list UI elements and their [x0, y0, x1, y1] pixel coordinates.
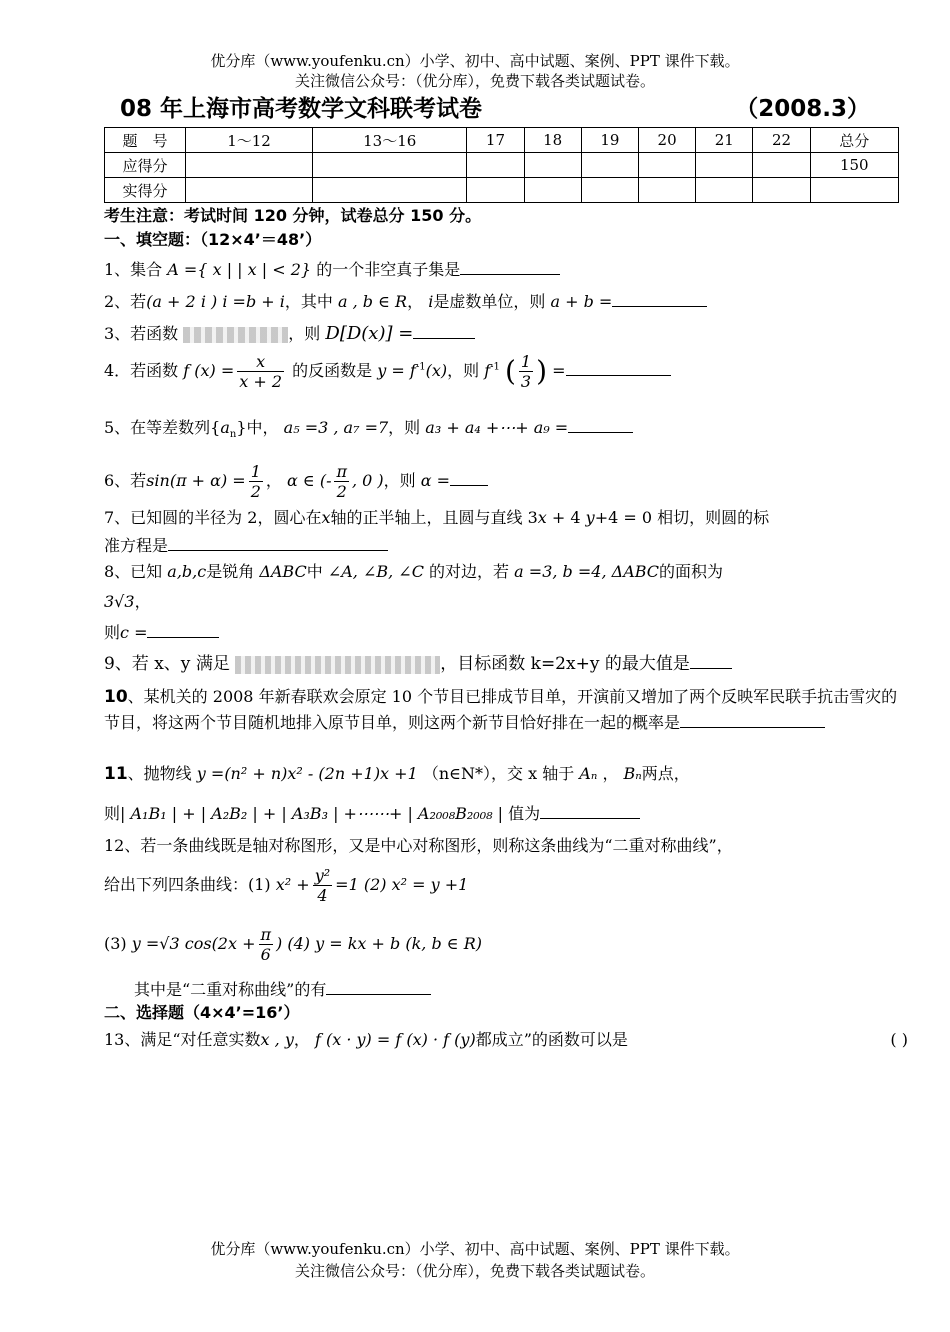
q4-text-c: ，则 — [447, 361, 480, 380]
q9-answer-blank — [690, 652, 732, 669]
score-cell — [638, 153, 695, 178]
q11-math-a: y =(n² + n)x² - (2n +1)x +1 — [196, 764, 418, 783]
q11-math-d: | A₁B₁ | + | A₂B₂ | + | A₃B₃ | +⋯⋯+ | A₂₀₀₈B₂₀₀₈ | — [120, 804, 504, 823]
q6-fraction-2 — [334, 462, 349, 501]
title-date: （2008.3） — [735, 96, 870, 122]
q2-text-c: ， — [407, 292, 424, 311]
q6-denominator: 2 — [250, 482, 261, 501]
q4-numerator: x — [237, 352, 284, 372]
q13-math-a: x , y — [260, 1030, 294, 1049]
q1-math: A ={ x | | x | < 2} — [167, 260, 312, 279]
score-cell — [524, 153, 581, 178]
score-should-row — [105, 153, 899, 178]
q7-text-c: + 4 — [551, 508, 581, 527]
q12-denominator: 4 — [317, 886, 328, 905]
score-cell: 150 — [810, 153, 898, 178]
score-cell: 17 — [467, 128, 524, 153]
q13-answer-parentheses: ( ) — [890, 1030, 908, 1049]
question-2 — [104, 290, 904, 312]
notice: 考生注意：考试时间 120 分钟，试卷总分 150 分。 — [104, 206, 482, 225]
q3-math: D[D(x)] = — [325, 323, 414, 344]
score-cell: 20 — [638, 128, 695, 153]
q8-math-b: ΔABC — [259, 562, 307, 581]
q5-text-b: }中， — [236, 418, 279, 437]
q9-blurred-constraints — [235, 656, 440, 674]
q12-math-e: ) (4) — [276, 934, 311, 953]
q6-numerator-2: π — [336, 462, 347, 481]
q8-math-c: ∠A, ∠B, ∠C — [327, 562, 424, 581]
score-cell: 应得分 — [105, 153, 186, 178]
score-cell — [313, 178, 467, 203]
q12-numerator-2: π — [260, 925, 272, 944]
q6-math-a: sin(π + α) = — [146, 471, 246, 490]
q12-math-f: y = kx + b — [315, 934, 401, 953]
q8-answer-blank — [147, 621, 219, 638]
score-cell — [696, 153, 753, 178]
score-table — [104, 127, 899, 203]
title-main: 08 年上海市高考数学文科联考试卷 — [120, 96, 483, 122]
q7-math-a: x — [321, 508, 331, 527]
score-cell — [753, 178, 810, 203]
q9-text-b: ，目标函数 k=2x+y 的最大值是 — [440, 654, 690, 674]
question-12-line-2 — [104, 866, 904, 905]
question-11-line-2 — [104, 802, 904, 824]
score-cell: 19 — [581, 128, 638, 153]
q4-denominator: x + 2 — [239, 372, 283, 391]
q12-math-c: x² = y +1 — [391, 875, 469, 894]
q2-math-c: i — [428, 292, 434, 311]
q6-math-b: α ∈ (- — [287, 471, 332, 490]
score-cell — [581, 178, 638, 203]
q11-text-d: 两点， — [641, 764, 690, 783]
q4-answer-blank — [566, 359, 671, 376]
score-cell: 18 — [524, 128, 581, 153]
q8-text-f: ， — [134, 592, 151, 611]
question-12 — [104, 836, 904, 856]
question-9 — [104, 652, 904, 674]
q6-math-d: α = — [420, 471, 451, 490]
q8-equals: = — [134, 623, 148, 642]
score-cell — [467, 153, 524, 178]
score-cell: 实得分 — [105, 178, 186, 203]
q8-text-c: 中 — [306, 562, 323, 581]
score-cell — [696, 178, 753, 203]
q12-text-d: 其中是“二重对称曲线”的有 — [134, 980, 327, 999]
q1-text-b: 的一个非空真子集是 — [316, 260, 461, 279]
score-cell — [753, 153, 810, 178]
q8-math-e: ΔABC — [611, 562, 660, 581]
q6-answer-blank — [450, 469, 488, 486]
score-cell: 总分 — [810, 128, 898, 153]
q10-answer-blank — [680, 711, 825, 728]
q7-text-a: 7、已知圆的半径为 2，圆心在 — [104, 508, 322, 527]
q12-math-a: x² + — [275, 875, 310, 894]
footer-line-2: 关注微信公众号：（优分库），免费下载各类试题试卷。 — [294, 1262, 655, 1280]
q7-math-b: x — [537, 508, 547, 527]
q4-equals: = — [552, 361, 566, 380]
q2-math-d: a + b = — [550, 292, 613, 311]
q6-text-a: 6、若 — [104, 471, 147, 490]
q10-number: 10 — [104, 687, 128, 707]
q11-math-c: Bₙ — [623, 764, 642, 783]
q7-text-b: 轴的正半轴上，且圆与直线 3 — [330, 508, 538, 527]
section-2-title: 二、选择题（4×4’=16’） — [104, 1003, 300, 1022]
q11-text-a: 、抛物线 — [127, 764, 192, 783]
q2-text-d: 是虚数单位，则 — [433, 292, 546, 311]
q8-math-f: c — [120, 623, 129, 642]
q4-text-b: 的反函数是 — [292, 361, 373, 380]
q9-text-a: 9、若 x、y 满足 — [104, 654, 230, 674]
q13-text-c: 都成立”的函数可以是 — [475, 1030, 628, 1049]
question-6 — [104, 462, 904, 501]
question-7 — [104, 508, 904, 528]
question-13 — [104, 1030, 908, 1050]
q1-answer-blank — [460, 258, 560, 275]
q2-text-b: ，其中 — [284, 292, 333, 311]
question-8 — [104, 562, 904, 582]
question-10 — [104, 684, 904, 735]
score-cell — [186, 153, 313, 178]
score-cell — [524, 178, 581, 203]
q2-answer-blank — [612, 290, 707, 307]
footer-line-1: 优分库（www.youfenku.cn）小学、初中、高中试题、案例、PPT 课件下载。 — [210, 1240, 740, 1258]
q11-answer-blank — [540, 802, 640, 819]
question-12-line-4 — [134, 978, 934, 1000]
q4-fraction — [237, 352, 284, 391]
q12-math-g: (k, b ∈ R) — [405, 934, 483, 953]
q12-math-b: =1 (2) — [335, 875, 387, 894]
q10-text: 、某机关的 2008 年新春联欢会原定 10 个节目已排成节目单，开演前又增加了两个反映军民联手抗击雪灾的节目，将这两个节目随机地排入原节目单，则这两个新节目恰好排在一起的概率是 — [104, 687, 898, 732]
question-7-line-2 — [104, 534, 904, 556]
q6-fraction — [249, 462, 263, 501]
q5-answer-blank — [568, 416, 633, 433]
q5-text-a: 5、在等差数列{ — [104, 418, 221, 437]
q3-blurred-formula — [183, 327, 288, 343]
q4-denominator-2: 3 — [520, 372, 532, 391]
q4-superscript-b: -1 — [490, 361, 500, 373]
q12-text-b: 给出下列四条曲线：(1) — [104, 875, 271, 894]
q11-text-c: ， — [602, 764, 619, 783]
q6-text-c: ，则 — [383, 471, 416, 490]
q11-number: 11 — [104, 764, 128, 784]
q1-text-a: 1、集合 — [104, 260, 163, 279]
q7-answer-blank — [168, 534, 388, 551]
q4-math-c: (x) — [425, 361, 448, 380]
q11-math-b: Aₙ — [579, 764, 598, 783]
score-cell: 22 — [753, 128, 810, 153]
q13-text-b: ， — [293, 1030, 310, 1049]
question-1 — [104, 258, 904, 280]
question-8-line-3 — [104, 621, 904, 643]
q3-text-b: ，则 — [288, 324, 321, 343]
section-1-title: 一、填空题：（12×4’＝48’） — [104, 230, 322, 249]
score-cell — [581, 153, 638, 178]
q5-math-a: a — [220, 418, 230, 437]
q7-text-d: +4 = 0 相切，则圆的标 — [594, 508, 770, 527]
q6-denominator-2: 2 — [336, 482, 347, 501]
q4-superscript-a: -1 — [415, 361, 426, 373]
header-line-1: 优分库（www.youfenku.cn）小学、初中、高中试题、案例、PPT 课件下载。 — [210, 52, 740, 70]
q4-math-b: y = f — [377, 361, 416, 380]
score-cell: 1～12 — [186, 128, 313, 153]
q12-text-c: (3) — [104, 934, 127, 953]
q8-math-a: a,b,c — [167, 562, 207, 581]
score-actual-row — [105, 178, 899, 203]
q12-fraction — [313, 866, 332, 905]
q3-text-a: 3、若函数 — [104, 324, 179, 343]
q3-answer-blank — [413, 322, 475, 339]
q12-numerator: y² — [314, 866, 331, 885]
score-cell — [186, 178, 313, 203]
q6-math-c: , 0 ) — [351, 471, 384, 490]
q4-math-a: f (x) = — [183, 361, 235, 380]
q7-math-c: y — [585, 508, 595, 527]
q4-math-d: f — [484, 361, 491, 380]
q2-text-a: 2、若 — [104, 292, 147, 311]
q7-text-e: 准方程是 — [104, 536, 169, 555]
q11-text-b: （n∈N*），交 x 轴于 — [422, 764, 575, 783]
q8-area-value: 3√3 — [104, 592, 135, 611]
header-line-2: 关注微信公众号：（优分库），免费下载各类试题试卷。 — [294, 72, 655, 90]
page-title — [120, 90, 900, 123]
q6-numerator: 1 — [250, 462, 261, 481]
q11-text-e: 则 — [104, 804, 121, 823]
q6-text-b: ， — [265, 471, 282, 490]
score-header-row — [105, 128, 899, 153]
question-8-line-2 — [104, 592, 904, 612]
q8-text-b: 是锐角 — [206, 562, 255, 581]
q8-math-d: a =3, b =4, — [514, 562, 607, 581]
question-3 — [104, 322, 904, 344]
q2-math-b: a , b ∈ R — [338, 292, 408, 311]
q5-math-b: a₅ =3 , a₇ =7 — [283, 418, 389, 437]
q11-text-f: 值为 — [508, 804, 541, 823]
score-cell — [467, 178, 524, 203]
score-cell: 21 — [696, 128, 753, 153]
q5-subscript: n — [229, 429, 237, 441]
q12-answer-blank — [326, 978, 431, 995]
q8-text-g: 则 — [104, 623, 121, 642]
q12-text-a: 12、若一条曲线既是轴对称图形，又是中心对称图形，则称这条曲线为“二重对称曲线”， — [104, 836, 733, 855]
q13-text-a: 13、满足“对任意实数 — [104, 1030, 261, 1049]
score-cell — [313, 153, 467, 178]
question-5 — [104, 416, 904, 445]
q13-math-b: f (x · y) = f (x) · f (y) — [314, 1030, 476, 1049]
q12-denominator-2: 6 — [260, 945, 271, 964]
q8-text-d: 的对边，若 — [429, 562, 510, 581]
q4-fraction-2 — [519, 352, 533, 391]
q5-math-c: a₃ + a₄ +⋯+ a₉ = — [425, 418, 569, 437]
question-12-line-3 — [104, 925, 904, 964]
q4-numerator-2: 1 — [520, 352, 532, 371]
score-cell — [638, 178, 695, 203]
score-cell: 题 号 — [105, 128, 186, 153]
q4-text-a: 4．若函数 — [104, 361, 179, 380]
q12-fraction-2 — [259, 925, 274, 964]
question-4: 4．若函数 f (x) = $\frac{x}{x + 2}$ 的反函数是 $y = f^{-1}(x)$，则 $f^{-1}$ ( $\frac{1}{3}$ ) = — [104, 352, 904, 391]
q12-math-d: y =√3 cos(2x + — [131, 934, 256, 953]
q8-text-e: 的面积为 — [659, 562, 724, 581]
q5-text-c: ，则 — [388, 418, 421, 437]
q2-math-a: (a + 2 i ) i =b + i — [146, 292, 285, 311]
score-cell: 13～16 — [313, 128, 467, 153]
q8-text-a: 8、已知 — [104, 562, 163, 581]
score-cell — [810, 178, 898, 203]
question-11 — [104, 764, 904, 784]
